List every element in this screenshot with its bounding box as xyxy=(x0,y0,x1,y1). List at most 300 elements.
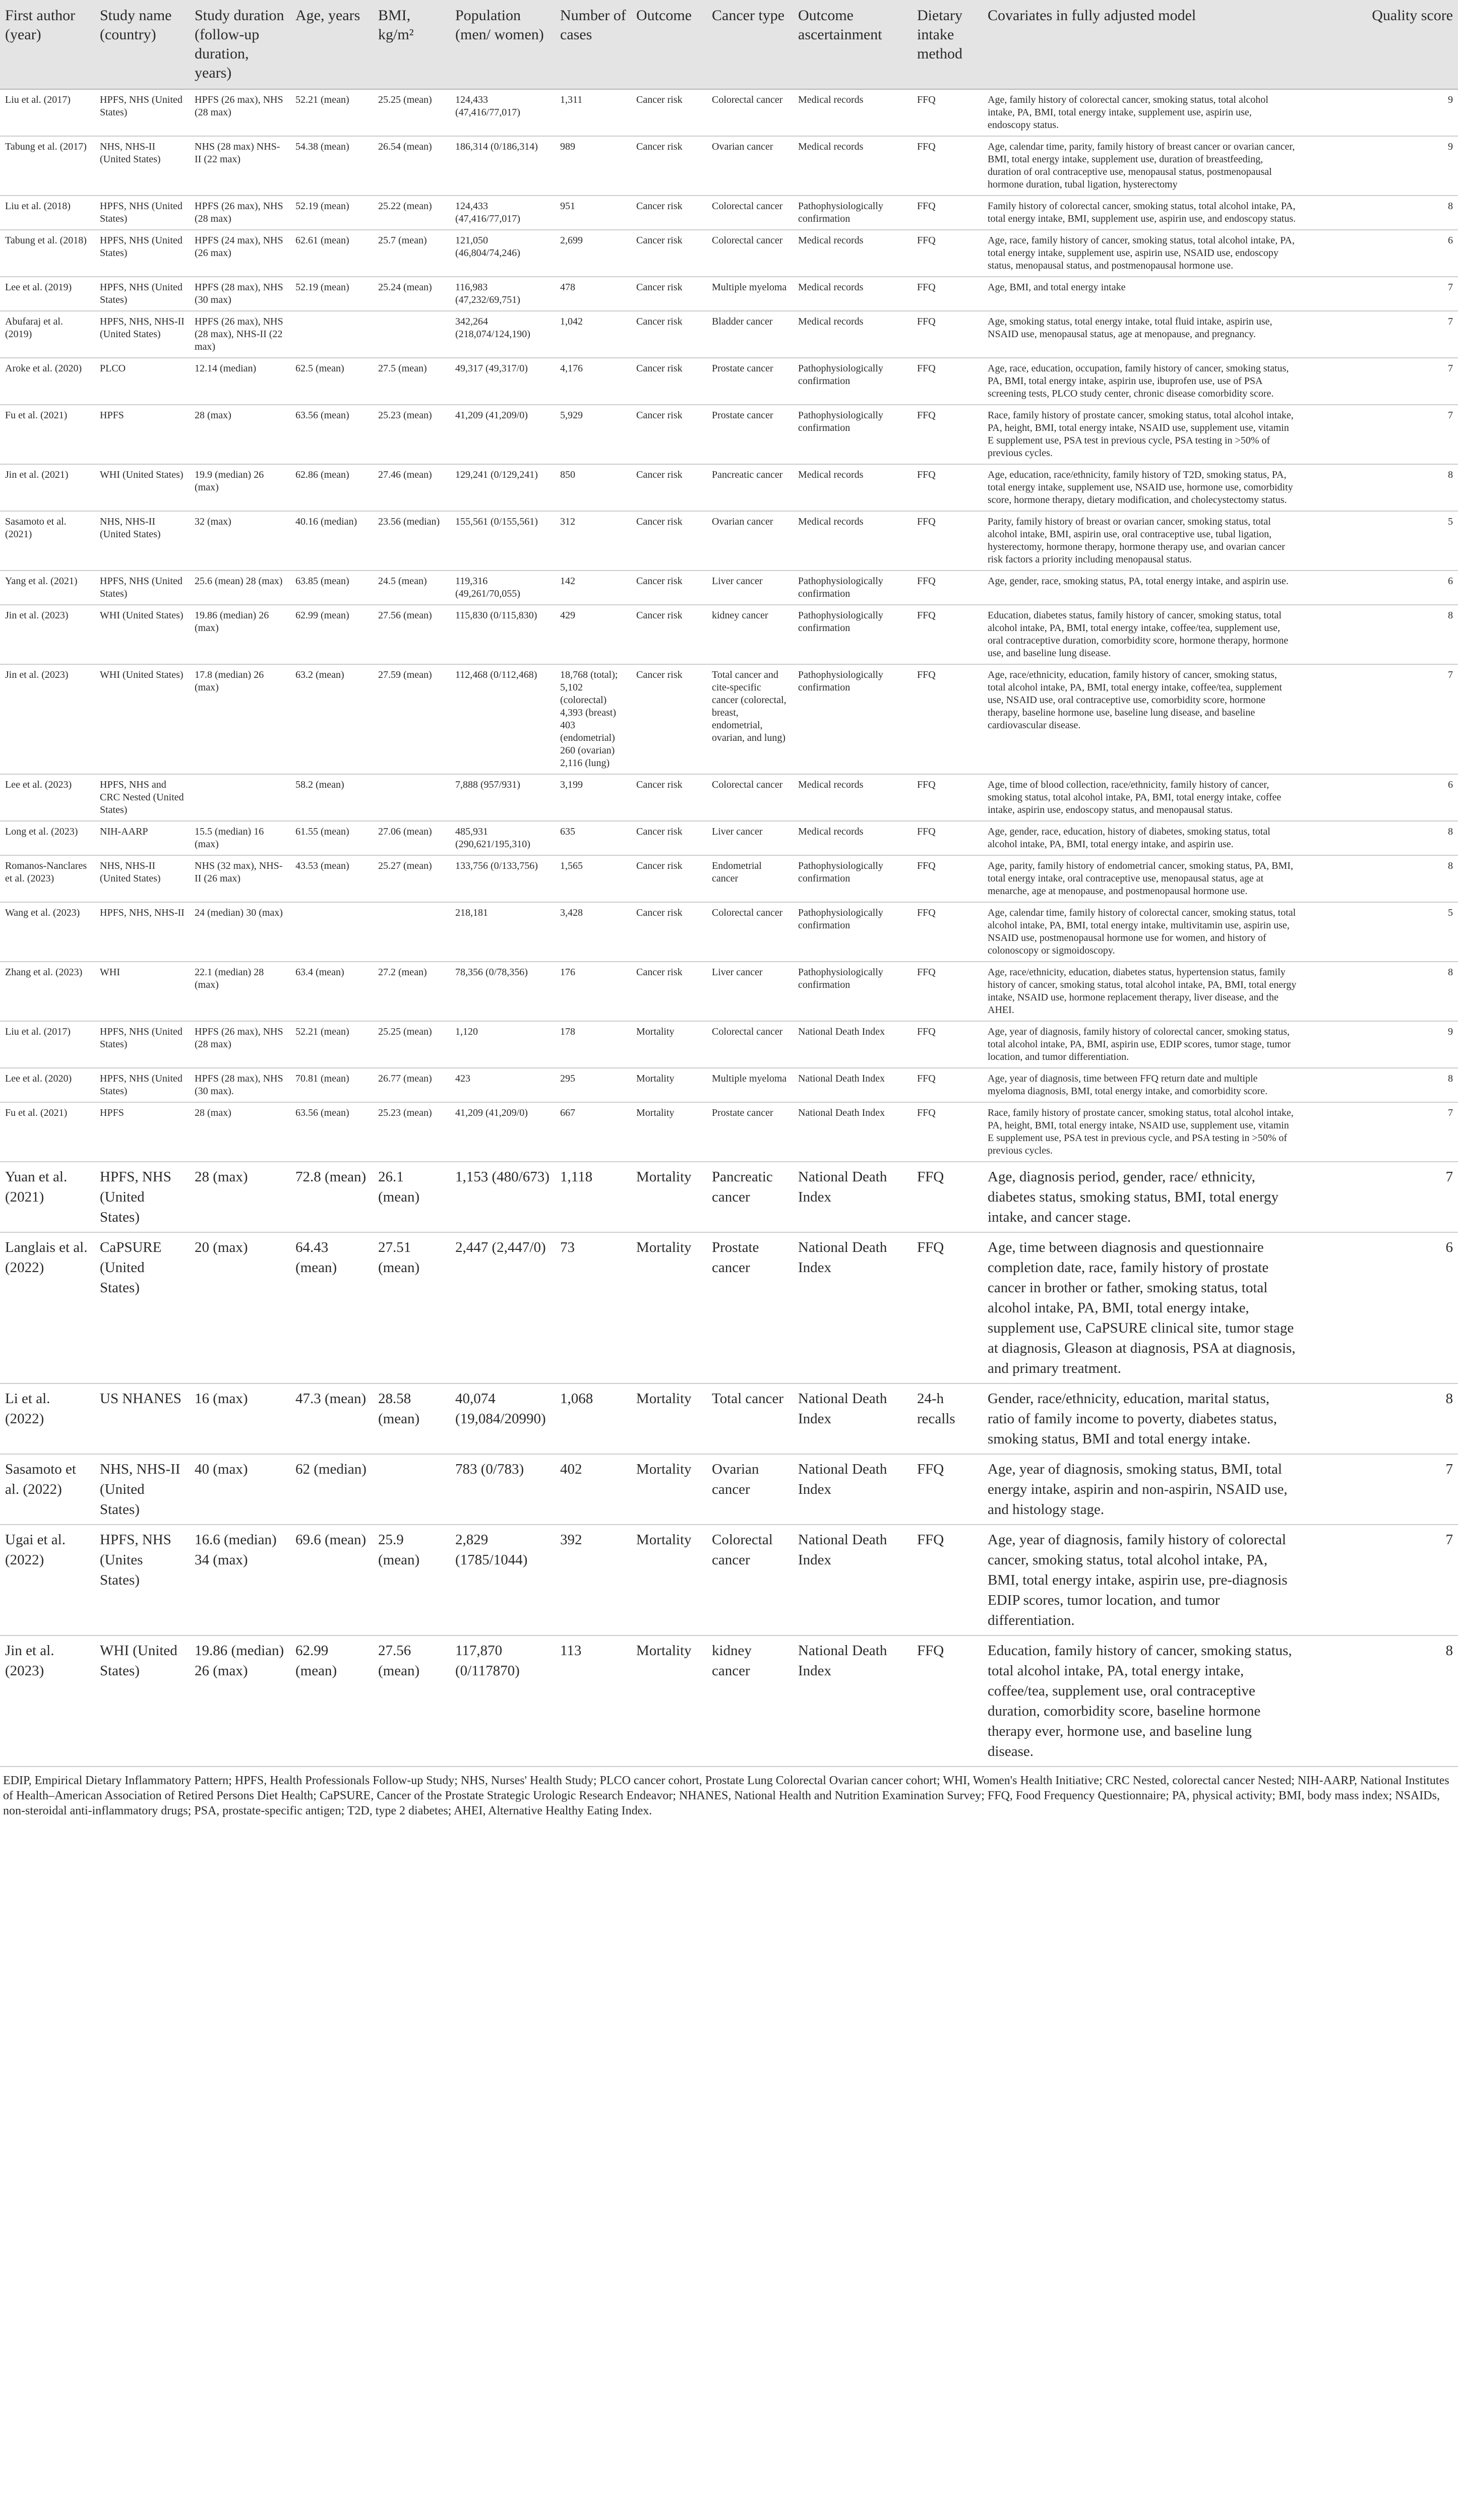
cell-age: 43.53 (mean) xyxy=(290,855,373,902)
cell-cases: 850 xyxy=(555,464,631,511)
cell-cases: 635 xyxy=(555,821,631,855)
cell-covariates: Age, year of diagnosis, smoking status, BMI, total energy intake, aspirin and non-aspirin, NSAID use, and histology stage. xyxy=(983,1454,1302,1525)
cell-diet: 24-h recalls xyxy=(912,1383,983,1454)
table-row xyxy=(0,230,1458,277)
table-row xyxy=(0,855,1458,902)
cell-cases: 178 xyxy=(555,1021,631,1068)
cell-covariates: Age, smoking status, total energy intake, total fluid intake, aspirin use, NSAID use, menopausal status, age at menopause, and pregnancy. xyxy=(983,311,1302,358)
cell-quality: 9 xyxy=(1302,1021,1458,1068)
cell-diet: FFQ xyxy=(912,774,983,821)
cell-diet: FFQ xyxy=(912,1068,983,1102)
cell-covariates: Age, BMI, and total energy intake xyxy=(983,277,1302,311)
cell-cases: 1,118 xyxy=(555,1162,631,1232)
cell-duration: 40 (max) xyxy=(190,1454,290,1525)
cell-cases: 2,699 xyxy=(555,230,631,277)
cell-diet: FFQ xyxy=(912,962,983,1021)
table-row xyxy=(0,311,1458,358)
cell-study: WHI (United States) xyxy=(95,605,190,664)
cell-study: HPFS, NHS (United States) xyxy=(95,230,190,277)
cell-study: HPFS, NHS (United States) xyxy=(95,196,190,230)
cell-outcome: Cancer risk xyxy=(631,230,707,277)
table-row xyxy=(0,902,1458,962)
cell-age: 52.21 (mean) xyxy=(290,89,373,136)
cell-covariates: Age, gender, race, smoking status, PA, total energy intake, and aspirin use. xyxy=(983,571,1302,605)
cell-study: HPFS, NHS (United States) xyxy=(95,1162,190,1232)
cell-cancer: Pancreatic cancer xyxy=(707,464,793,511)
cell-age: 52.19 (mean) xyxy=(290,277,373,311)
table-row xyxy=(0,664,1458,774)
cell-study: WHI xyxy=(95,962,190,1021)
cell-study: HPFS, NHS (United States) xyxy=(95,571,190,605)
cell-cases: 951 xyxy=(555,196,631,230)
cell-covariates: Age, race/ethnicity, education, diabetes status, hypertension status, family history of cancer, smoking status, total alcohol intake, PA, BMI, total energy intake, NSAID use, hormone replacement therapy, liver disease, and the AHEI. xyxy=(983,962,1302,1021)
cell-duration: NHS (32 max), NHS-II (26 max) xyxy=(190,855,290,902)
cell-ascertain: National Death Index xyxy=(793,1102,912,1162)
cell-age: 63.2 (mean) xyxy=(290,664,373,774)
cell-age: 70.81 (mean) xyxy=(290,1068,373,1102)
cell-ascertain: Pathophysiologically confirmation xyxy=(793,902,912,962)
cell-author: Liu et al. (2017) xyxy=(0,89,95,136)
cell-population: 112,468 (0/112,468) xyxy=(450,664,555,774)
cell-age xyxy=(290,902,373,962)
table-row xyxy=(0,277,1458,311)
cell-duration: HPFS (28 max), NHS (30 max). xyxy=(190,1068,290,1102)
cell-bmi xyxy=(373,311,450,358)
cell-cancer: Prostate cancer xyxy=(707,1232,793,1383)
cell-age: 62.99 (mean) xyxy=(290,1635,373,1767)
cell-outcome: Cancer risk xyxy=(631,464,707,511)
cell-ascertain: Medical records xyxy=(793,821,912,855)
cell-cases: 312 xyxy=(555,511,631,571)
cell-ascertain: National Death Index xyxy=(793,1383,912,1454)
cell-duration: HPFS (24 max), NHS (26 max) xyxy=(190,230,290,277)
cell-outcome: Mortality xyxy=(631,1232,707,1383)
cell-duration: 28 (max) xyxy=(190,405,290,464)
cell-author: Yuan et al. (2021) xyxy=(0,1162,95,1232)
cell-diet: FFQ xyxy=(912,1454,983,1525)
cell-bmi xyxy=(373,774,450,821)
table-row xyxy=(0,821,1458,855)
cell-age: 62.61 (mean) xyxy=(290,230,373,277)
cell-bmi: 25.24 (mean) xyxy=(373,277,450,311)
cell-quality: 5 xyxy=(1302,902,1458,962)
cell-study: HPFS xyxy=(95,405,190,464)
cell-bmi: 27.56 (mean) xyxy=(373,1635,450,1767)
cell-bmi: 27.2 (mean) xyxy=(373,962,450,1021)
cell-outcome: Cancer risk xyxy=(631,821,707,855)
cell-duration xyxy=(190,774,290,821)
header-cell: First author (year) xyxy=(0,0,95,89)
table-row xyxy=(0,962,1458,1021)
cell-population: 40,074 (19,084/20990) xyxy=(450,1383,555,1454)
cell-outcome: Cancer risk xyxy=(631,89,707,136)
cell-outcome: Cancer risk xyxy=(631,405,707,464)
cell-diet: FFQ xyxy=(912,230,983,277)
cell-study: NHS, NHS-II (United States) xyxy=(95,1454,190,1525)
cell-cases: 113 xyxy=(555,1635,631,1767)
table-row xyxy=(0,1525,1458,1635)
cell-duration: NHS (28 max) NHS-II (22 max) xyxy=(190,136,290,196)
table-row xyxy=(0,136,1458,196)
cell-cancer: kidney cancer xyxy=(707,605,793,664)
cell-author: Sasamoto et al. (2021) xyxy=(0,511,95,571)
table-row xyxy=(0,774,1458,821)
cell-quality: 7 xyxy=(1302,1162,1458,1232)
cell-ascertain: Medical records xyxy=(793,774,912,821)
cell-author: Liu et al. (2018) xyxy=(0,196,95,230)
cell-diet: FFQ xyxy=(912,196,983,230)
cell-cases: 429 xyxy=(555,605,631,664)
cell-outcome: Cancer risk xyxy=(631,511,707,571)
cell-ascertain: National Death Index xyxy=(793,1021,912,1068)
cell-ascertain: Pathophysiologically confirmation xyxy=(793,571,912,605)
cell-covariates: Race, family history of prostate cancer, smoking status, total alcohol intake, PA, height, BMI, total energy intake, NSAID use, supplement use, vitamin E supplement use, PSA test in previous cycle, PSA testing in >50% of previous cycles. xyxy=(983,405,1302,464)
cell-outcome: Cancer risk xyxy=(631,902,707,962)
cell-ascertain: Pathophysiologically confirmation xyxy=(793,962,912,1021)
cell-outcome: Mortality xyxy=(631,1635,707,1767)
cell-quality: 7 xyxy=(1302,1102,1458,1162)
cell-author: Sasamoto et al. (2022) xyxy=(0,1454,95,1525)
cell-covariates: Gender, race/ethnicity, education, marital status, ratio of family income to poverty, diabetes status, smoking status, BMI and total energy intake. xyxy=(983,1383,1302,1454)
cell-age: 52.21 (mean) xyxy=(290,1021,373,1068)
table-row xyxy=(0,571,1458,605)
cell-study: PLCO xyxy=(95,358,190,405)
cell-diet: FFQ xyxy=(912,902,983,962)
table-row xyxy=(0,1162,1458,1232)
cell-quality: 7 xyxy=(1302,311,1458,358)
cell-outcome: Cancer risk xyxy=(631,664,707,774)
cell-duration: 28 (max) xyxy=(190,1102,290,1162)
cell-study: WHI (United States) xyxy=(95,464,190,511)
cell-outcome: Cancer risk xyxy=(631,962,707,1021)
cell-bmi: 26.77 (mean) xyxy=(373,1068,450,1102)
cell-population: 41,209 (41,209/0) xyxy=(450,1102,555,1162)
cell-study: NHS, NHS-II (United States) xyxy=(95,855,190,902)
cell-bmi xyxy=(373,1454,450,1525)
table-row xyxy=(0,464,1458,511)
cell-outcome: Cancer risk xyxy=(631,136,707,196)
table-body xyxy=(0,89,1458,1767)
cell-diet: FFQ xyxy=(912,1162,983,1232)
table-footnote: EDIP, Empirical Dietary Inflammatory Pattern; HPFS, Health Professionals Follow-up Study; NHS, Nurses' Health Study; PLCO cancer cohort, Prostate Lung Colorectal Ovarian cancer cohort; WHI, Women's Health Initiative; CRC Nested, colorectal cancer Nested; NIH-AARP, National Institutes of Health–American Association of Retired Persons Diet Health; CaPSURE, Cancer of the Prostate Strategic Urologic Research Endeavor; NHANES, National Health and Nutrition Examination Survey; FFQ, Food Frequency Questionnaire; PA, physical activity; BMI, body mass index; NSAIDs, non-steroidal anti-inflammatory drugs; PSA, prostate-specific antigen; T2D, type 2 diabetes; AHEI, Alternative Healthy Eating Index. xyxy=(3,1774,1449,1817)
cell-age: 40.16 (median) xyxy=(290,511,373,571)
table-row xyxy=(0,1232,1458,1383)
cell-age: 62.5 (mean) xyxy=(290,358,373,405)
cell-bmi: 25.23 (mean) xyxy=(373,1102,450,1162)
cell-outcome: Cancer risk xyxy=(631,277,707,311)
cell-quality: 9 xyxy=(1302,136,1458,196)
cell-study: WHI (United States) xyxy=(95,664,190,774)
cell-age: 58.2 (mean) xyxy=(290,774,373,821)
header-cell: Number of cases xyxy=(555,0,631,89)
cell-duration: 25.6 (mean) 28 (max) xyxy=(190,571,290,605)
cell-diet: FFQ xyxy=(912,277,983,311)
cell-ascertain: Medical records xyxy=(793,311,912,358)
cell-quality: 7 xyxy=(1302,277,1458,311)
cell-quality: 7 xyxy=(1302,1454,1458,1525)
cell-age: 63.85 (mean) xyxy=(290,571,373,605)
cell-diet: FFQ xyxy=(912,664,983,774)
cell-author: Zhang et al. (2023) xyxy=(0,962,95,1021)
cell-population: 133,756 (0/133,756) xyxy=(450,855,555,902)
cell-cases: 295 xyxy=(555,1068,631,1102)
cell-bmi: 27.06 (mean) xyxy=(373,821,450,855)
cell-diet: FFQ xyxy=(912,571,983,605)
cell-author: Fu et al. (2021) xyxy=(0,405,95,464)
cell-cases: 1,311 xyxy=(555,89,631,136)
cell-duration: 22.1 (median) 28 (max) xyxy=(190,962,290,1021)
cell-quality: 8 xyxy=(1302,855,1458,902)
cell-diet: FFQ xyxy=(912,1102,983,1162)
cell-population: 115,830 (0/115,830) xyxy=(450,605,555,664)
cell-diet: FFQ xyxy=(912,605,983,664)
cell-ascertain: Pathophysiologically confirmation xyxy=(793,405,912,464)
cell-cancer: Prostate cancer xyxy=(707,358,793,405)
cell-outcome: Cancer risk xyxy=(631,358,707,405)
cell-population: 121,050 (46,804/74,246) xyxy=(450,230,555,277)
cell-study: HPFS xyxy=(95,1102,190,1162)
cell-outcome: Mortality xyxy=(631,1525,707,1635)
table-row xyxy=(0,405,1458,464)
cell-population: 119,316 (49,261/70,055) xyxy=(450,571,555,605)
cell-age: 52.19 (mean) xyxy=(290,196,373,230)
cell-age: 54.38 (mean) xyxy=(290,136,373,196)
cell-cancer: Colorectal cancer xyxy=(707,1525,793,1635)
cell-outcome: Mortality xyxy=(631,1021,707,1068)
cell-cancer: Colorectal cancer xyxy=(707,902,793,962)
cell-author: Langlais et al. (2022) xyxy=(0,1232,95,1383)
cell-bmi: 25.23 (mean) xyxy=(373,405,450,464)
cell-covariates: Age, calendar time, parity, family history of breast cancer or ovarian cancer, BMI, total energy intake, supplement use, duration of breastfeeding, duration of oral contraceptive use, menopausal status, postmenopausal hormone duration, tubal ligation, hysterectomy xyxy=(983,136,1302,196)
cell-cases: 1,565 xyxy=(555,855,631,902)
cell-cases: 176 xyxy=(555,962,631,1021)
cell-age: 47.3 (mean) xyxy=(290,1383,373,1454)
cell-bmi: 25.9 (mean) xyxy=(373,1525,450,1635)
cell-quality: 8 xyxy=(1302,605,1458,664)
cell-cases: 667 xyxy=(555,1102,631,1162)
cell-bmi: 23.56 (median) xyxy=(373,511,450,571)
cell-covariates: Age, time of blood collection, race/ethnicity, family history of cancer, smoking status, total alcohol intake, PA, BMI, total energy intake, coffee intake, aspirin use, endoscopy status, and menopausal status. xyxy=(983,774,1302,821)
cell-population: 186,314 (0/186,314) xyxy=(450,136,555,196)
cell-author: Romanos-Nanclares et al. (2023) xyxy=(0,855,95,902)
cell-bmi: 26.1 (mean) xyxy=(373,1162,450,1232)
cell-covariates: Age, time between diagnosis and questionnaire completion date, race, family history of prostate cancer in brother or father, smoking status, total alcohol intake, PA, BMI, total energy intake, supplement use, CaPSURE clinical site, tumor stage at diagnosis, Gleason at diagnosis, PSA at diagnosis, and primary treatment. xyxy=(983,1232,1302,1383)
cell-bmi: 25.7 (mean) xyxy=(373,230,450,277)
cell-bmi: 25.25 (mean) xyxy=(373,1021,450,1068)
cell-outcome: Cancer risk xyxy=(631,311,707,358)
cell-cancer: Liver cancer xyxy=(707,962,793,1021)
cell-study: HPFS, NHS and CRC Nested (United States) xyxy=(95,774,190,821)
cell-population: 117,870 (0/117870) xyxy=(450,1635,555,1767)
cell-cancer: Colorectal cancer xyxy=(707,1021,793,1068)
cell-ascertain: National Death Index xyxy=(793,1068,912,1102)
cell-duration: HPFS (26 max), NHS (28 max) xyxy=(190,89,290,136)
cell-outcome: Mortality xyxy=(631,1068,707,1102)
cell-cases: 73 xyxy=(555,1232,631,1383)
cell-population: 41,209 (41,209/0) xyxy=(450,405,555,464)
cell-population: 485,931 (290,621/195,310) xyxy=(450,821,555,855)
cell-diet: FFQ xyxy=(912,1635,983,1767)
cell-outcome: Cancer risk xyxy=(631,774,707,821)
cell-cases: 1,042 xyxy=(555,311,631,358)
cell-quality: 7 xyxy=(1302,405,1458,464)
cell-covariates: Parity, family history of breast or ovarian cancer, smoking status, total alcohol intake, BMI, aspirin use, oral contraceptive use, tubal ligation, hysterectomy, hormone therapy, hormone therapy use, and ovarian cancer risk factors a priority including menopausal status. xyxy=(983,511,1302,571)
cell-population: 783 (0/783) xyxy=(450,1454,555,1525)
cell-duration: 12.14 (median) xyxy=(190,358,290,405)
cell-quality: 5 xyxy=(1302,511,1458,571)
cell-diet: FFQ xyxy=(912,311,983,358)
header-cell: BMI, kg/m² xyxy=(373,0,450,89)
cell-covariates: Age, education, race/ethnicity, family history of T2D, smoking status, PA, total energy intake, supplement use, NSAID use, hormone use, comorbidity score, hormone therapy, dietary modification, and cholecystectomy status. xyxy=(983,464,1302,511)
cell-duration: 19.86 (median) 26 (max) xyxy=(190,605,290,664)
cell-cancer: Liver cancer xyxy=(707,571,793,605)
cell-author: Jin et al. (2023) xyxy=(0,605,95,664)
cell-quality: 7 xyxy=(1302,358,1458,405)
cell-age: 61.55 (mean) xyxy=(290,821,373,855)
table-row xyxy=(0,1021,1458,1068)
cell-duration: HPFS (26 max), NHS (28 max) xyxy=(190,1021,290,1068)
cell-diet: FFQ xyxy=(912,511,983,571)
cell-population: 218,181 xyxy=(450,902,555,962)
cell-population: 423 xyxy=(450,1068,555,1102)
cell-diet: FFQ xyxy=(912,855,983,902)
cell-study: NHS, NHS-II (United States) xyxy=(95,511,190,571)
cell-author: Lee et al. (2020) xyxy=(0,1068,95,1102)
cell-ascertain: Pathophysiologically confirmation xyxy=(793,855,912,902)
cell-outcome: Cancer risk xyxy=(631,855,707,902)
cell-bmi: 26.54 (mean) xyxy=(373,136,450,196)
cell-duration: 28 (max) xyxy=(190,1162,290,1232)
cell-covariates: Age, parity, family history of endometrial cancer, smoking status, PA, BMI, total energy intake, oral contraceptive use, menopausal status, age at menarche, age at menopause, and postmenopausal hormone use. xyxy=(983,855,1302,902)
cell-covariates: Age, race/ethnicity, education, family history of cancer, smoking status, total alcohol intake, PA, BMI, total energy intake, coffee/tea, supplement use, NSAID use, oral contraceptive use, comorbidity score, hormone therapy, baseline hormone use, baseline lung disease, and baseline cardiovascular disease. xyxy=(983,664,1302,774)
cell-age: 62.86 (mean) xyxy=(290,464,373,511)
cell-ascertain: National Death Index xyxy=(793,1232,912,1383)
cell-outcome: Mortality xyxy=(631,1102,707,1162)
cell-age: 63.56 (mean) xyxy=(290,1102,373,1162)
cell-author: Tabung et al. (2017) xyxy=(0,136,95,196)
cell-age: 64.43 (mean) xyxy=(290,1232,373,1383)
cell-cancer: Colorectal cancer xyxy=(707,89,793,136)
table-row xyxy=(0,1102,1458,1162)
cell-author: Long et al. (2023) xyxy=(0,821,95,855)
cell-ascertain: Pathophysiologically confirmation xyxy=(793,605,912,664)
cell-covariates: Age, gender, race, education, history of diabetes, smoking status, total alcohol intake, PA, BMI, total energy intake, and aspirin use. xyxy=(983,821,1302,855)
cell-quality: 6 xyxy=(1302,571,1458,605)
cell-population: 124,433 (47,416/77,017) xyxy=(450,196,555,230)
cell-covariates: Family history of colorectal cancer, smoking status, total alcohol intake, PA, total energy intake, BMI, supplement use, aspirin use, and endoscopy status. xyxy=(983,196,1302,230)
table-row xyxy=(0,358,1458,405)
cell-duration: HPFS (28 max), NHS (30 max) xyxy=(190,277,290,311)
cell-quality: 8 xyxy=(1302,1635,1458,1767)
cell-cases: 142 xyxy=(555,571,631,605)
cell-outcome: Mortality xyxy=(631,1454,707,1525)
cell-population: 129,241 (0/129,241) xyxy=(450,464,555,511)
cell-author: Abufaraj et al. (2019) xyxy=(0,311,95,358)
header-cell: Dietary intake method xyxy=(912,0,983,89)
cell-duration: HPFS (26 max), NHS (28 max) xyxy=(190,196,290,230)
cell-population: 1,120 xyxy=(450,1021,555,1068)
cell-cancer: Prostate cancer xyxy=(707,405,793,464)
cell-quality: 8 xyxy=(1302,1383,1458,1454)
cell-ascertain: Medical records xyxy=(793,277,912,311)
cell-covariates: Age, race, family history of cancer, smoking status, total alcohol intake, PA, total energy intake, supplement use, aspirin use, NSAID use, endoscopy status, menopausal status, and postmenopausal hormone use. xyxy=(983,230,1302,277)
cell-quality: 8 xyxy=(1302,821,1458,855)
table-row xyxy=(0,1068,1458,1102)
header-cell: Population (men/ women) xyxy=(450,0,555,89)
cell-ascertain: National Death Index xyxy=(793,1162,912,1232)
cell-diet: FFQ xyxy=(912,358,983,405)
cell-population: 155,561 (0/155,561) xyxy=(450,511,555,571)
cell-quality: 7 xyxy=(1302,664,1458,774)
cell-ascertain: Pathophysiologically confirmation xyxy=(793,664,912,774)
cell-study: NIH-AARP xyxy=(95,821,190,855)
cell-quality: 7 xyxy=(1302,1525,1458,1635)
cell-cancer: Total cancer xyxy=(707,1383,793,1454)
cell-age: 62.99 (mean) xyxy=(290,605,373,664)
cell-ascertain: National Death Index xyxy=(793,1454,912,1525)
cell-cases: 4,176 xyxy=(555,358,631,405)
cell-author: Yang et al. (2021) xyxy=(0,571,95,605)
header-cell: Outcome xyxy=(631,0,707,89)
header-cell: Study name (country) xyxy=(95,0,190,89)
cell-study: HPFS, NHS, NHS-II xyxy=(95,902,190,962)
cell-age: 62 (median) xyxy=(290,1454,373,1525)
cell-cases: 1,068 xyxy=(555,1383,631,1454)
cell-cases: 5,929 xyxy=(555,405,631,464)
cell-bmi: 25.27 (mean) xyxy=(373,855,450,902)
cell-cancer: Colorectal cancer xyxy=(707,774,793,821)
cell-quality: 8 xyxy=(1302,1068,1458,1102)
cell-duration: 19.86 (median) 26 (max) xyxy=(190,1635,290,1767)
cell-age: 63.56 (mean) xyxy=(290,405,373,464)
cell-covariates: Age, year of diagnosis, time between FFQ return date and multiple myeloma diagnosis, BMI, total energy intake, and comorbidity score. xyxy=(983,1068,1302,1102)
cell-outcome: Cancer risk xyxy=(631,571,707,605)
header-cell: Quality score xyxy=(1302,0,1458,89)
cell-covariates: Age, family history of colorectal cancer, smoking status, total alcohol intake, PA, BMI, total energy intake, supplement use, aspirin use, endoscopy status. xyxy=(983,89,1302,136)
cell-covariates: Age, year of diagnosis, family history of colorectal cancer, smoking status, total alcohol intake, PA, BMI, aspirin use, EDIP scores, tumor stage, tumor location, and tumor differentiation. xyxy=(983,1021,1302,1068)
table-row xyxy=(0,605,1458,664)
cell-study: HPFS, NHS (United States) xyxy=(95,277,190,311)
cell-covariates: Age, race, education, occupation, family history of cancer, smoking status, PA, BMI, total energy intake, aspirin use, ibuprofen use, use of PSA screening tests, PLCO study center, chronic disease comorbidity score. xyxy=(983,358,1302,405)
cell-duration: 32 (max) xyxy=(190,511,290,571)
cell-study: CaPSURE (United States) xyxy=(95,1232,190,1383)
cell-ascertain: Medical records xyxy=(793,89,912,136)
cell-population: 124,433 (47,416/77,017) xyxy=(450,89,555,136)
table-row xyxy=(0,511,1458,571)
cell-quality: 6 xyxy=(1302,774,1458,821)
cell-duration: 20 (max) xyxy=(190,1232,290,1383)
cell-covariates: Age, year of diagnosis, family history of colorectal cancer, smoking status, total alcohol intake, PA, BMI, total energy intake, aspirin use, pre-diagnosis EDIP scores, tumor location, and tumor differentiation. xyxy=(983,1525,1302,1635)
cell-author: Li et al. (2022) xyxy=(0,1383,95,1454)
cell-bmi: 27.56 (mean) xyxy=(373,605,450,664)
cell-diet: FFQ xyxy=(912,1021,983,1068)
cell-cancer: Liver cancer xyxy=(707,821,793,855)
cell-quality: 6 xyxy=(1302,1232,1458,1383)
cell-ascertain: Medical records xyxy=(793,136,912,196)
cell-ascertain: Pathophysiologically confirmation xyxy=(793,196,912,230)
cell-bmi: 27.5 (mean) xyxy=(373,358,450,405)
cell-author: Lee et al. (2023) xyxy=(0,774,95,821)
cell-cases: 3,199 xyxy=(555,774,631,821)
table-header-row xyxy=(0,0,1458,89)
cell-duration: 24 (median) 30 (max) xyxy=(190,902,290,962)
cell-cancer: Prostate cancer xyxy=(707,1102,793,1162)
cell-cancer: Multiple myeloma xyxy=(707,1068,793,1102)
cell-outcome: Mortality xyxy=(631,1383,707,1454)
cell-cancer: kidney cancer xyxy=(707,1635,793,1767)
cell-quality: 8 xyxy=(1302,464,1458,511)
cell-covariates: Age, calendar time, family history of colorectal cancer, smoking status, total alcohol intake, PA, BMI, total energy intake, multivitamin use, aspirin use, NSAID use, postmenopausal hormone use for women, and history of colonoscopy or sigmoidoscopy. xyxy=(983,902,1302,962)
